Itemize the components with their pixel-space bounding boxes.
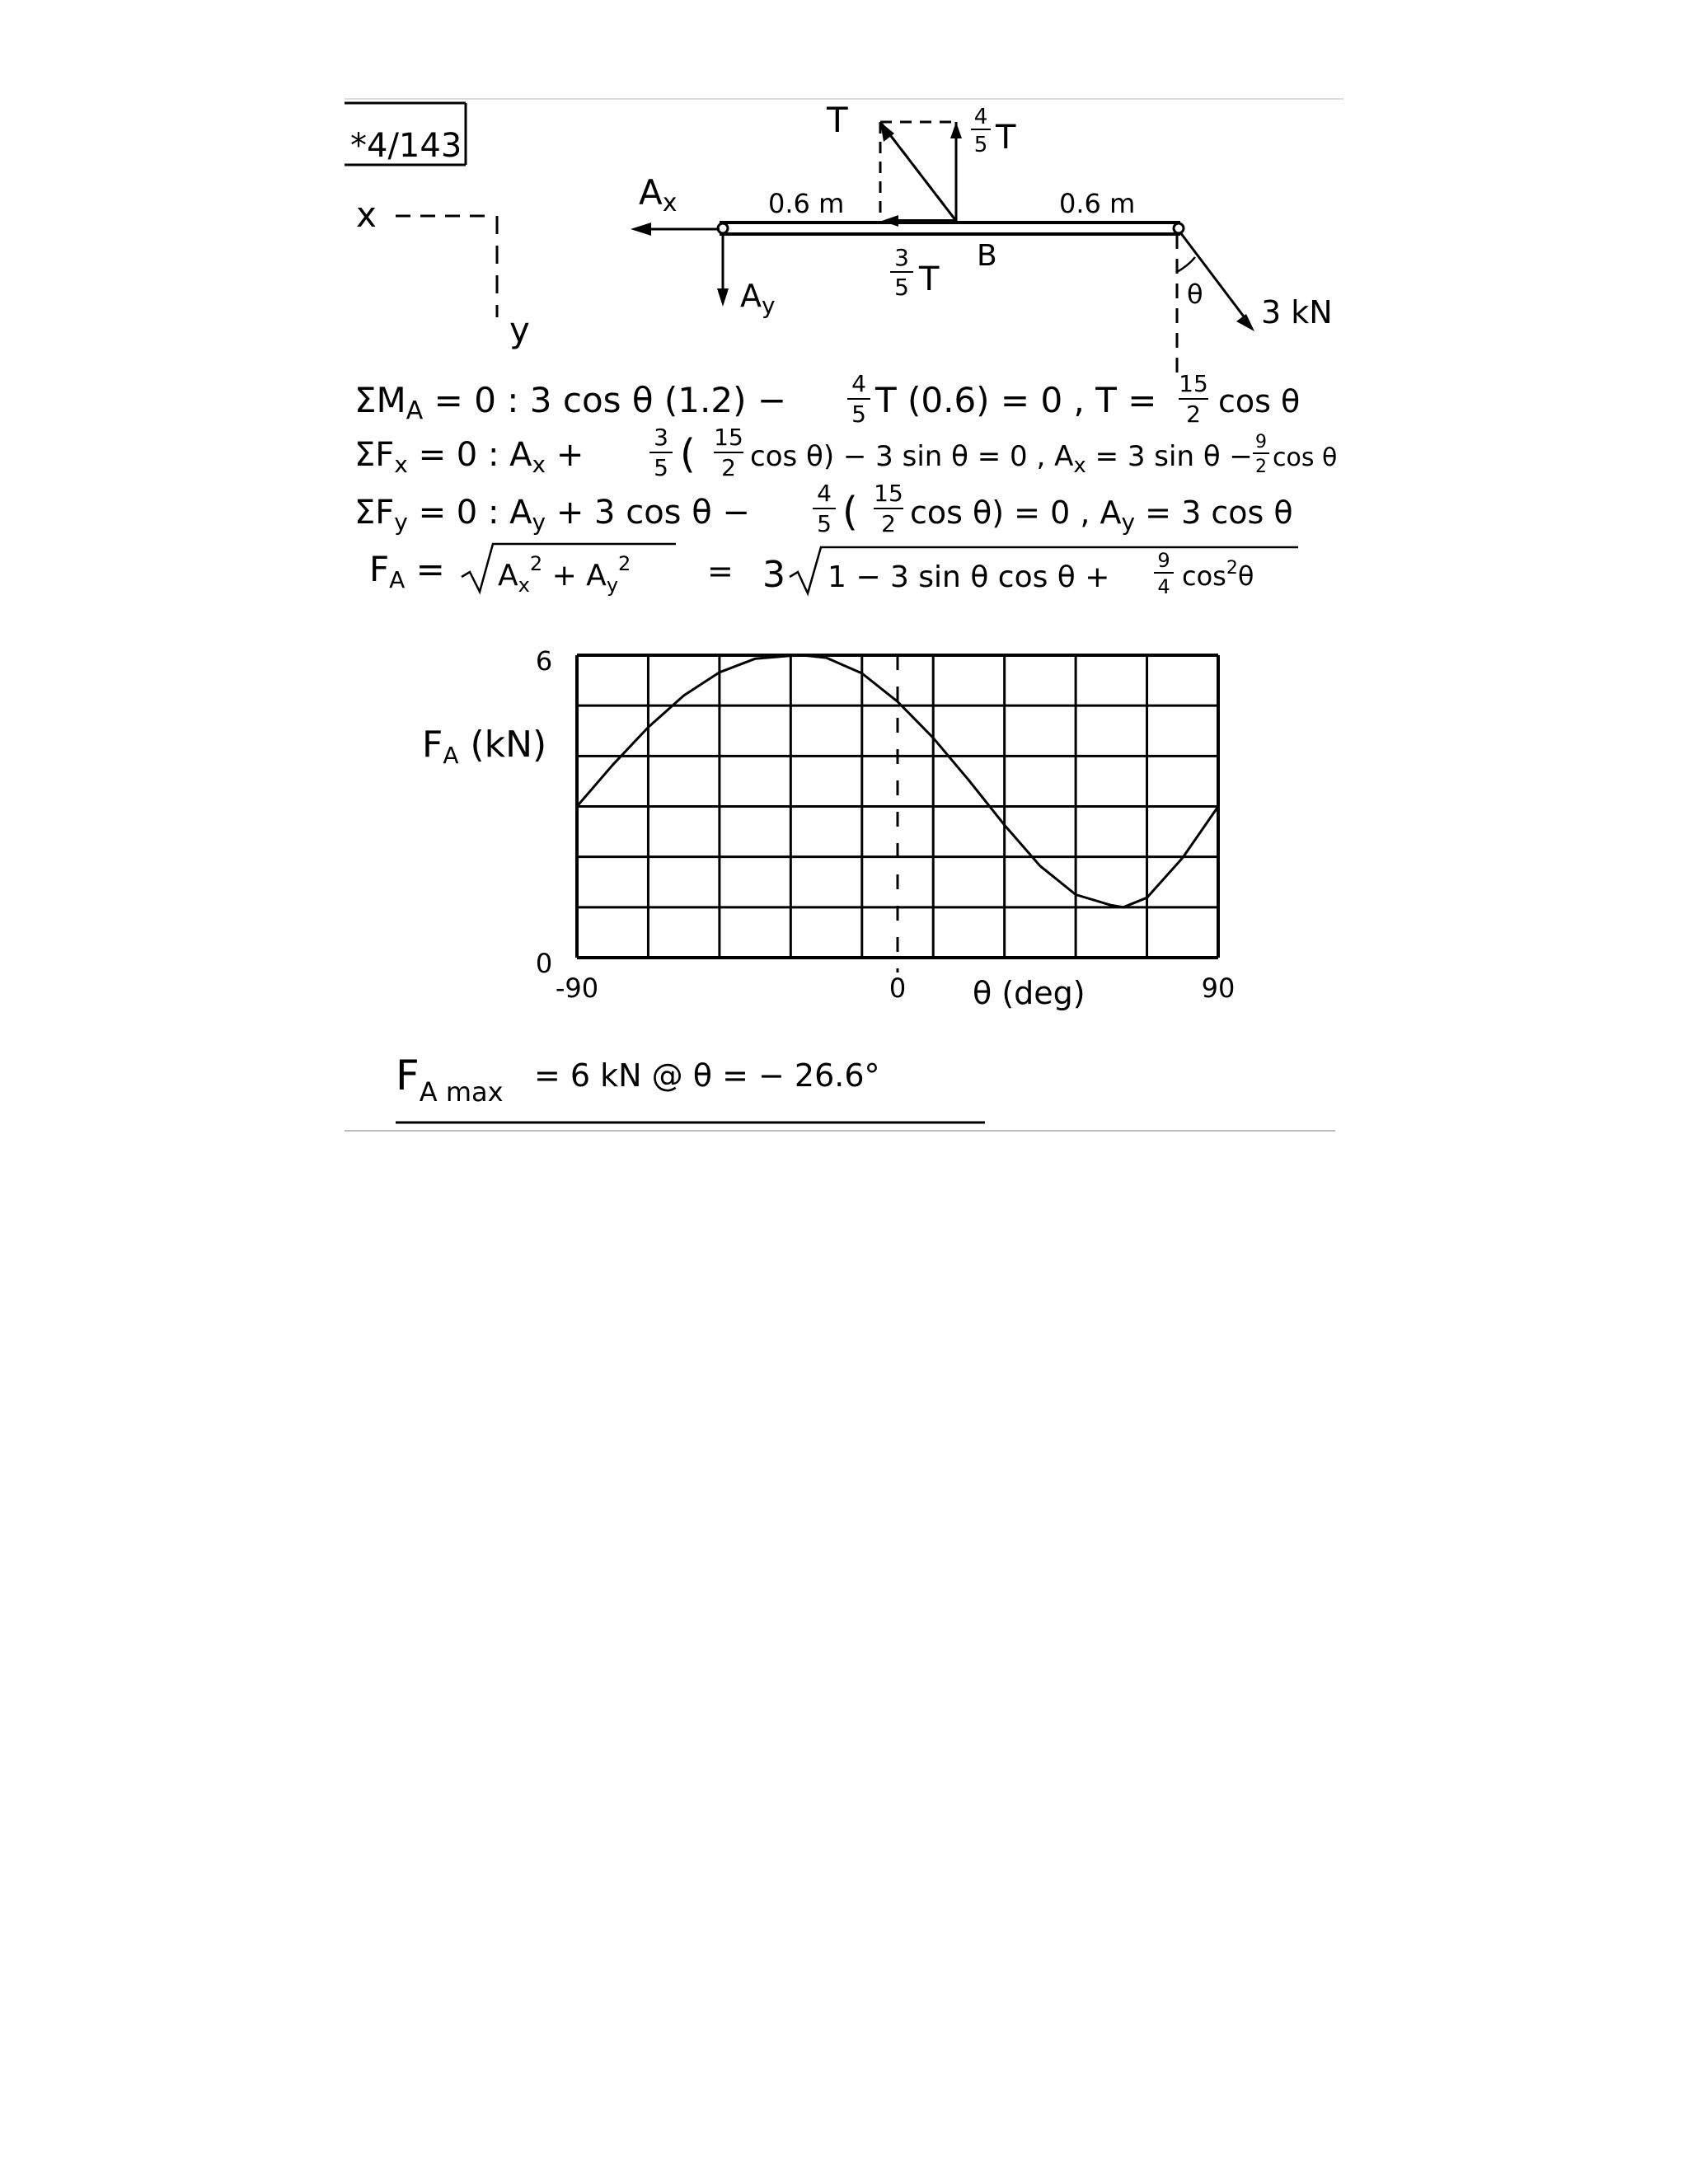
free-body-diagram bbox=[631, 100, 1333, 379]
x-tick-label: 0 bbox=[889, 972, 907, 1004]
tension-label: T bbox=[827, 100, 848, 140]
problem-number-text: *4/143 bbox=[350, 127, 462, 165]
svg-text:T: T bbox=[919, 260, 940, 298]
y-tick-label: 0 bbox=[535, 948, 553, 979]
svg-text:ΣFx = 0 : Ax +: $\Sigma F_x = 0$ : $A_x$ + bbox=[354, 436, 584, 478]
svg-text:4: 4 bbox=[973, 105, 988, 129]
svg-text:4: 4 bbox=[817, 480, 832, 507]
svg-text:cos2θ: $\cos^2\theta$ bbox=[1182, 558, 1254, 592]
svg-text:9: 9 bbox=[1157, 549, 1170, 572]
svg-text:4: 4 bbox=[1157, 575, 1170, 598]
result-lhs: $F_{A max}$ bbox=[396, 1052, 504, 1108]
tension-vertical-label bbox=[971, 105, 1016, 157]
svg-text:5: 5 bbox=[894, 274, 909, 301]
fa-vs-theta-chart bbox=[422, 645, 1235, 1011]
svg-text:2: 2 bbox=[1255, 457, 1267, 477]
fa-equation bbox=[369, 544, 1298, 598]
svg-text:FA =: FA = bbox=[369, 549, 445, 593]
x-tick-label: 90 bbox=[1201, 972, 1236, 1004]
tension-arrow bbox=[885, 129, 956, 221]
svg-text:(: ( bbox=[680, 431, 696, 477]
svg-text:cos θ) − 3 sin θ = 0 , Ax = 3: cos θ) − 3 sin θ = 0 , $A_x = 3$ sin θ − bbox=[750, 440, 1253, 478]
svg-text:3: 3 bbox=[894, 244, 909, 271]
svg-text:2: 2 bbox=[1186, 401, 1201, 428]
x-axis-label: θ (deg) bbox=[973, 975, 1085, 1011]
svg-text:5: 5 bbox=[973, 133, 988, 157]
moment-equation bbox=[354, 370, 1300, 428]
svg-text:1 − 3 sin θ cos θ +: 1 − 3 sin θ cos θ + bbox=[828, 560, 1110, 594]
svg-text:cos θ: cos θ bbox=[1273, 443, 1338, 472]
axes-key-y-label: y bbox=[509, 310, 530, 350]
fy-equation bbox=[354, 480, 1293, 537]
svg-text:3: 3 bbox=[762, 554, 785, 596]
svg-text:ΣMA = 0 : 3 cos θ (1.2) −: ΣMA = 0 : 3 cos θ (1.2) − bbox=[354, 380, 787, 425]
axes-key bbox=[356, 194, 530, 350]
svg-text:(: ( bbox=[842, 489, 858, 535]
svg-text:Ax2 + Ay2: $A_x^2 + A_y^2$ bbox=[498, 552, 631, 597]
problem-number bbox=[345, 103, 466, 165]
y-axis-label: FA (kN) bbox=[422, 724, 547, 769]
fx-equation bbox=[354, 424, 1337, 481]
result-line bbox=[396, 1052, 985, 1122]
chart-series bbox=[577, 655, 1218, 972]
ay-label: $A_y$ bbox=[740, 278, 776, 319]
axes-key-x-label: x bbox=[356, 194, 377, 235]
svg-text:5: 5 bbox=[851, 401, 866, 428]
svg-text:15: 15 bbox=[714, 424, 743, 451]
equations bbox=[354, 370, 1337, 598]
svg-text:9: 9 bbox=[1255, 432, 1267, 452]
svg-text:cos θ) = 0 , Ay = 3 cos θ: cos θ) = 0 , $A_y = 3$ cos θ bbox=[910, 494, 1293, 536]
svg-text:5: 5 bbox=[817, 510, 832, 537]
svg-text:3: 3 bbox=[654, 424, 668, 451]
point-b-label: B bbox=[977, 239, 997, 273]
dimension-right: 0.6 m bbox=[1059, 188, 1136, 219]
svg-text:2: 2 bbox=[881, 510, 896, 537]
svg-text:5: 5 bbox=[654, 454, 668, 481]
svg-text:T: T bbox=[996, 119, 1016, 157]
svg-text:15: 15 bbox=[1179, 370, 1208, 397]
svg-text:T (0.6) = 0 , T =: T (0.6) = 0 , T = bbox=[875, 380, 1157, 420]
chart-ticks bbox=[536, 645, 1236, 1004]
dimension-left: 0.6 m bbox=[768, 188, 845, 219]
x-tick-label: -90 bbox=[555, 972, 599, 1004]
svg-text:2: 2 bbox=[721, 454, 736, 481]
result-value: = 6 kN @ θ = − 26.6° bbox=[534, 1057, 880, 1094]
svg-text:cos θ: cos θ bbox=[1218, 383, 1301, 419]
load-label: 3 kN bbox=[1261, 294, 1333, 330]
svg-text:15: 15 bbox=[874, 480, 903, 507]
theta-label: θ bbox=[1187, 279, 1203, 310]
y-tick-label: 6 bbox=[535, 645, 553, 677]
svg-text:ΣFy = 0 : Ay + 3 cos θ −: $\Sigma F_y = 0$ : $A_y + 3$ cos θ − bbox=[354, 494, 750, 536]
svg-text:=: = bbox=[707, 553, 734, 589]
svg-text:4: 4 bbox=[851, 370, 866, 397]
tension-horizontal-label bbox=[890, 244, 940, 301]
ax-label: Ax bbox=[639, 172, 678, 218]
